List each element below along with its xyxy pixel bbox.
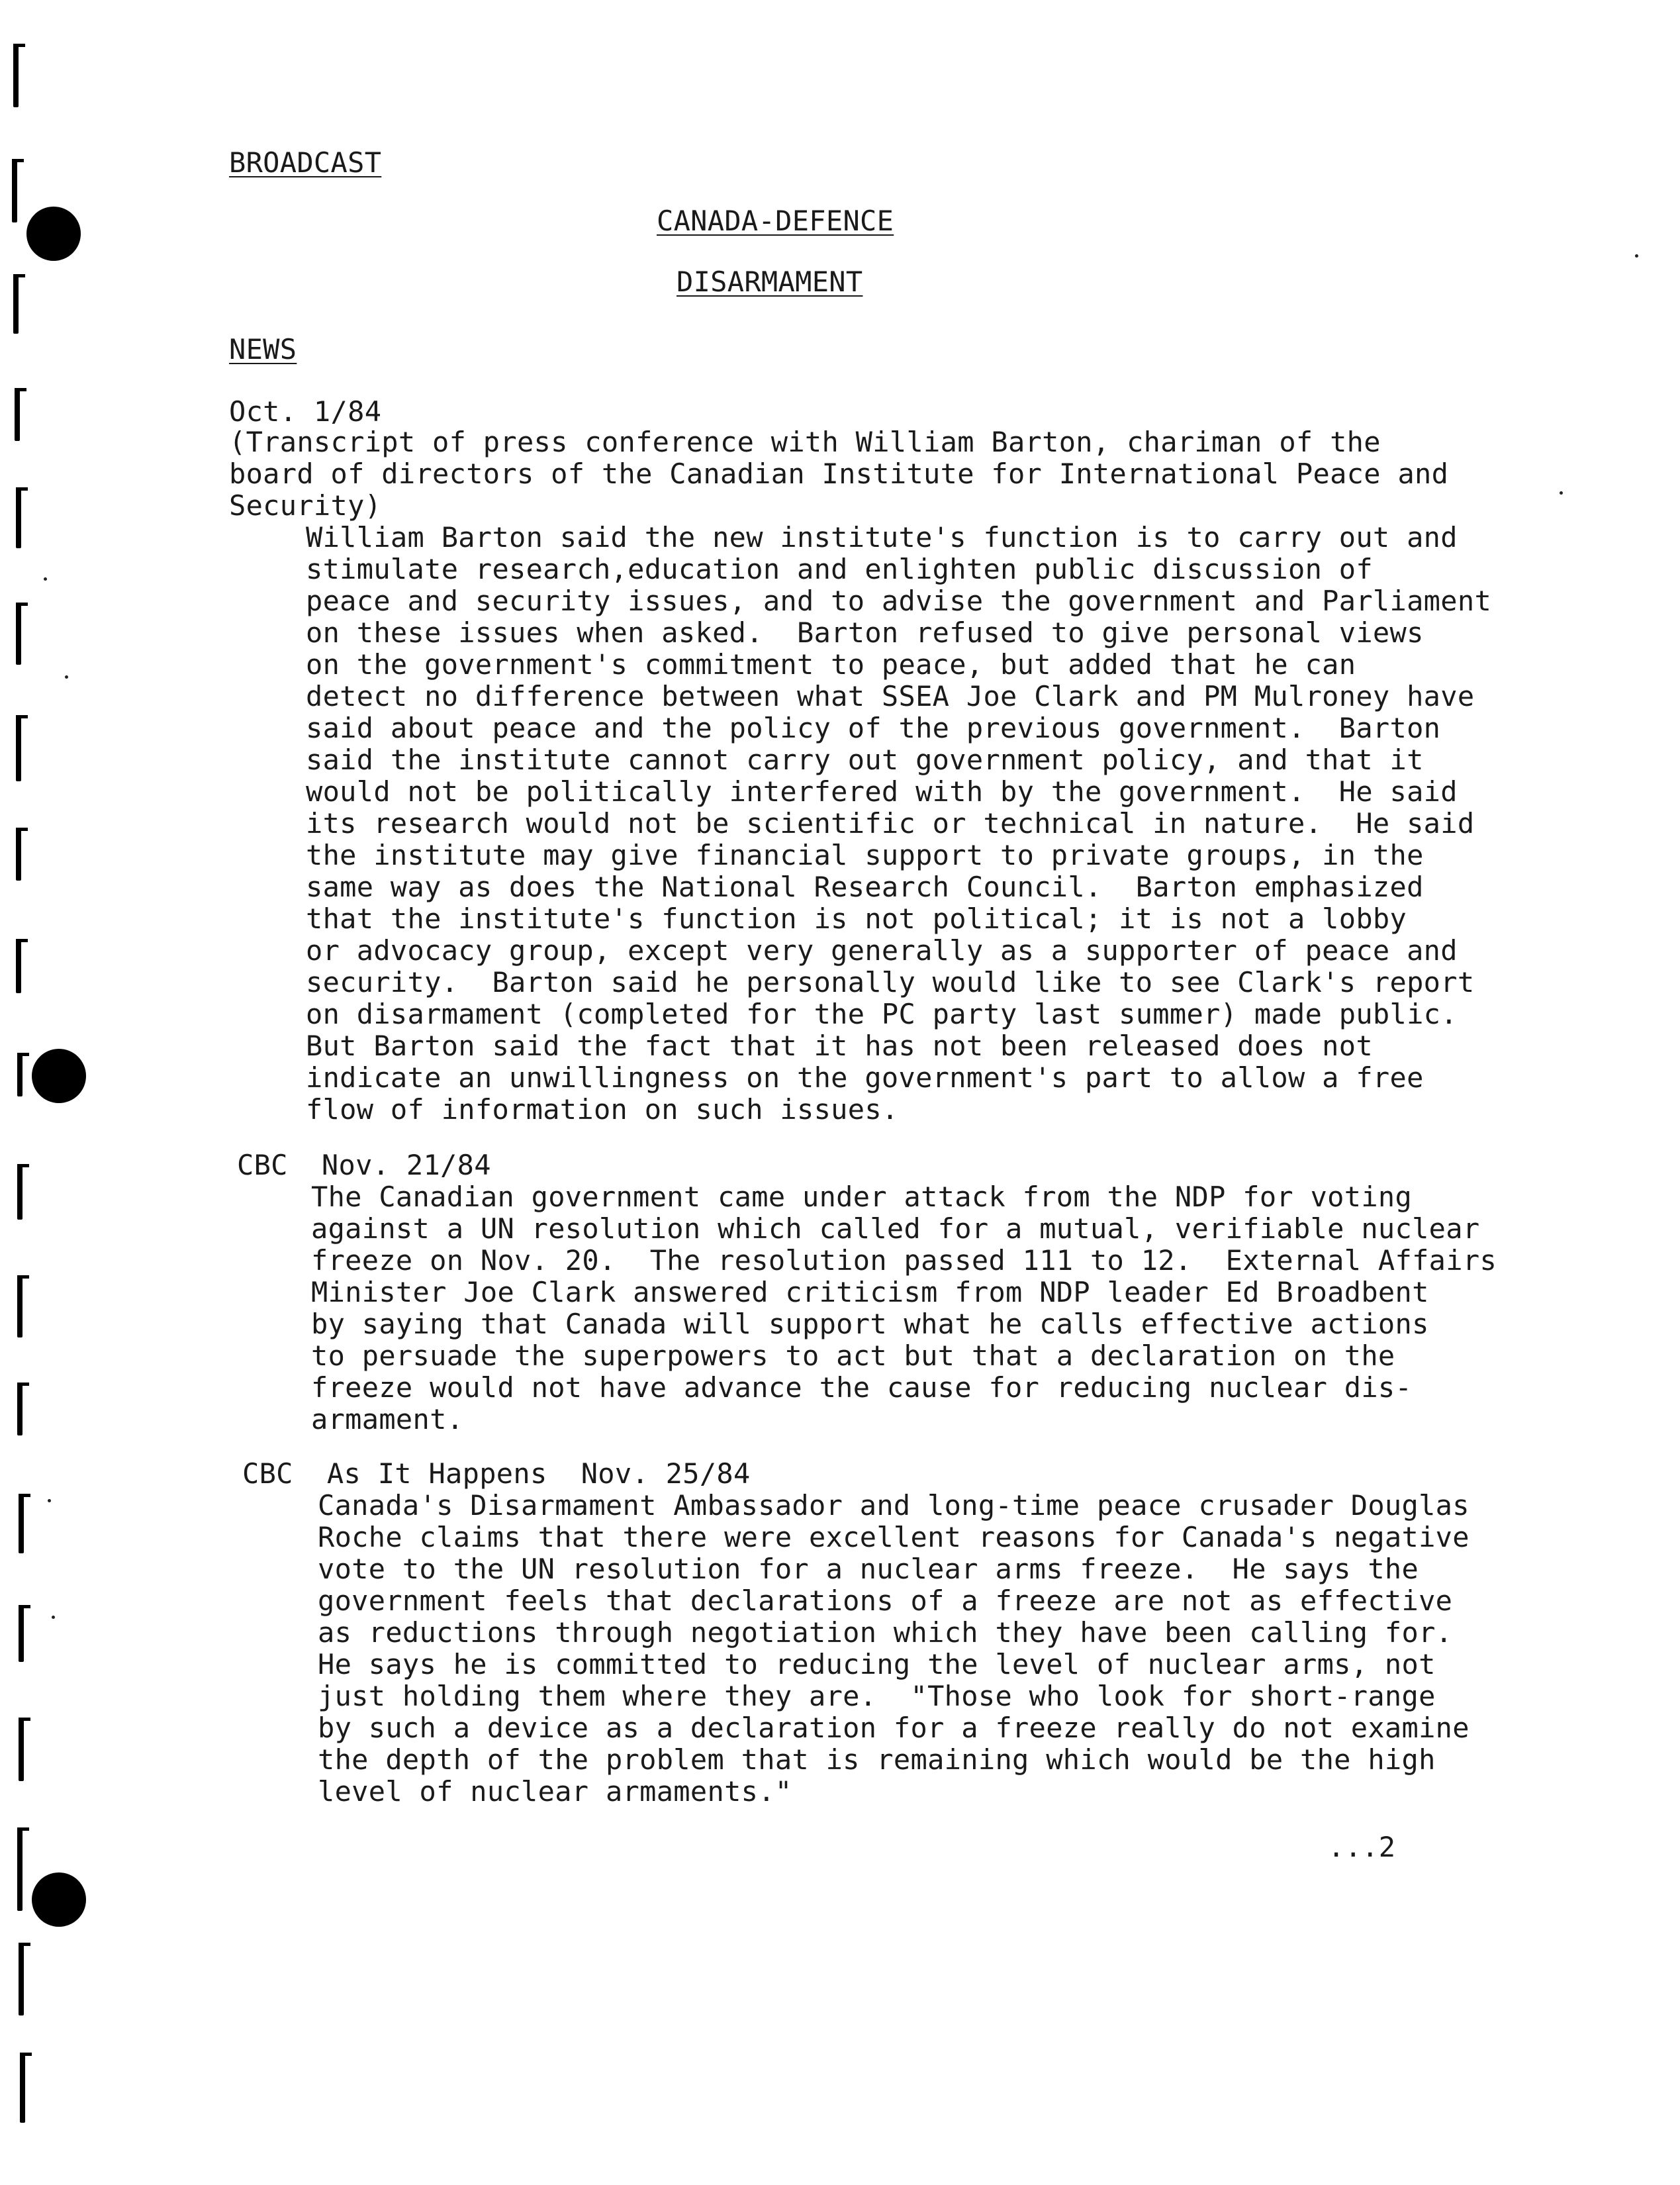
entry-body-line: government feels that declarations of a freeze are not as effective <box>318 1584 1453 1617</box>
entry-body-line: But Barton said the fact that it has not been released does not <box>306 1030 1373 1062</box>
entry-body-line: flow of information on such issues. <box>306 1093 899 1126</box>
entry-intro-line: board of directors of the Canadian Institute for International Peace and <box>229 458 1449 490</box>
entry-body-line: level of nuclear armaments." <box>318 1775 792 1808</box>
entry-body-line: would not be politically interfered with by the government. He said <box>306 775 1458 808</box>
entry-body-line: security. Barton said he personally would like to see Clark's report <box>306 966 1475 998</box>
entry-body-line: by such a device as a declaration for a freeze really do not examine <box>318 1712 1470 1744</box>
entry-body-line: detect no difference between what SSEA Joe Clark and PM Mulroney have <box>306 680 1475 712</box>
entry-body-line: by saying that Canada will support what he calls effective actions <box>311 1308 1429 1340</box>
entry-body-line: William Barton said the new institute's function is to carry out and <box>306 521 1458 554</box>
entry-body-line: against a UN resolution which called for a mutual, verifiable nuclear <box>311 1212 1480 1245</box>
binder-hole-top <box>26 207 81 261</box>
entry-body-line: as reductions through negotiation which they have been calling for. <box>318 1616 1453 1649</box>
entry-intro-line: (Transcript of press conference with William Barton, chariman of the <box>229 426 1381 458</box>
entry-body-line: freeze would not have advance the cause for reducing nuclear dis- <box>311 1371 1413 1404</box>
entry-body-line: He says he is committed to reducing the level of nuclear arms, not <box>318 1648 1436 1680</box>
entry-heading: Oct. 1/84 <box>229 395 382 428</box>
entry-body-line: said about peace and the policy of the previous government. Barton <box>306 712 1441 744</box>
entry-body-line: stimulate research,education and enlighten public discussion of <box>306 553 1373 585</box>
entry-heading: CBC As It Happens Nov. 25/84 <box>242 1457 751 1490</box>
entry-body-line: or advocacy group, except very generally as a supporter of peace and <box>306 934 1458 967</box>
entry-body-line: same way as does the National Research Council. Barton emphasized <box>306 871 1424 903</box>
entry-body-line: on disarmament (completed for the PC party last summer) made public. <box>306 998 1458 1030</box>
entry-body-line: on the government's commitment to peace, but added that he can <box>306 648 1356 681</box>
entry-body-line: The Canadian government came under attack from the NDP for voting <box>311 1181 1413 1213</box>
entry-body-line: vote to the UN resolution for a nuclear arms freeze. He says the <box>318 1553 1419 1585</box>
entry-body-line: that the institute's function is not political; it is not a lobby <box>306 902 1407 935</box>
subtopic-heading: DISARMAMENT <box>677 266 863 298</box>
topic-heading: CANADA-DEFENCE <box>657 205 894 237</box>
entry-body-line: Minister Joe Clark answered criticism from NDP leader Ed Broadbent <box>311 1276 1429 1308</box>
category-label: NEWS <box>229 333 297 365</box>
entry-body-line: to persuade the superpowers to act but that a declaration on the <box>311 1339 1395 1372</box>
binder-hole-middle <box>32 1049 86 1103</box>
page-continuation: ...2 <box>1328 1831 1396 1863</box>
entry-body-line: just holding them where they are. "Those who look for short-range <box>318 1680 1436 1712</box>
entry-body-line: indicate an unwillingness on the government's part to allow a free <box>306 1061 1424 1094</box>
entry-body-line: armament. <box>311 1403 464 1435</box>
entry-body-line: the depth of the problem that is remaining which would be the high <box>318 1743 1436 1776</box>
entry-body-line: on these issues when asked. Barton refused to give personal views <box>306 616 1424 649</box>
entry-intro-line: Security) <box>229 489 382 522</box>
entry-body-line: the institute may give financial support to private groups, in the <box>306 839 1424 871</box>
entry-heading: CBC Nov. 21/84 <box>237 1149 491 1181</box>
binder-hole-bottom <box>32 1872 86 1927</box>
entry-body-line: its research would not be scientific or technical in nature. He said <box>306 807 1475 840</box>
entry-body-line: freeze on Nov. 20. The resolution passed 111 to 12. External Affairs <box>311 1244 1497 1277</box>
entry-body-line: Canada's Disarmament Ambassador and long-time peace crusader Douglas <box>318 1489 1470 1522</box>
entry-body-line: Roche claims that there were excellent reasons for Canada's negative <box>318 1521 1470 1553</box>
section-label: BROADCAST <box>229 146 382 179</box>
entry-body-line: said the institute cannot carry out government policy, and that it <box>306 744 1424 776</box>
entry-body-line: peace and security issues, and to advise the government and Parliament <box>306 585 1492 617</box>
